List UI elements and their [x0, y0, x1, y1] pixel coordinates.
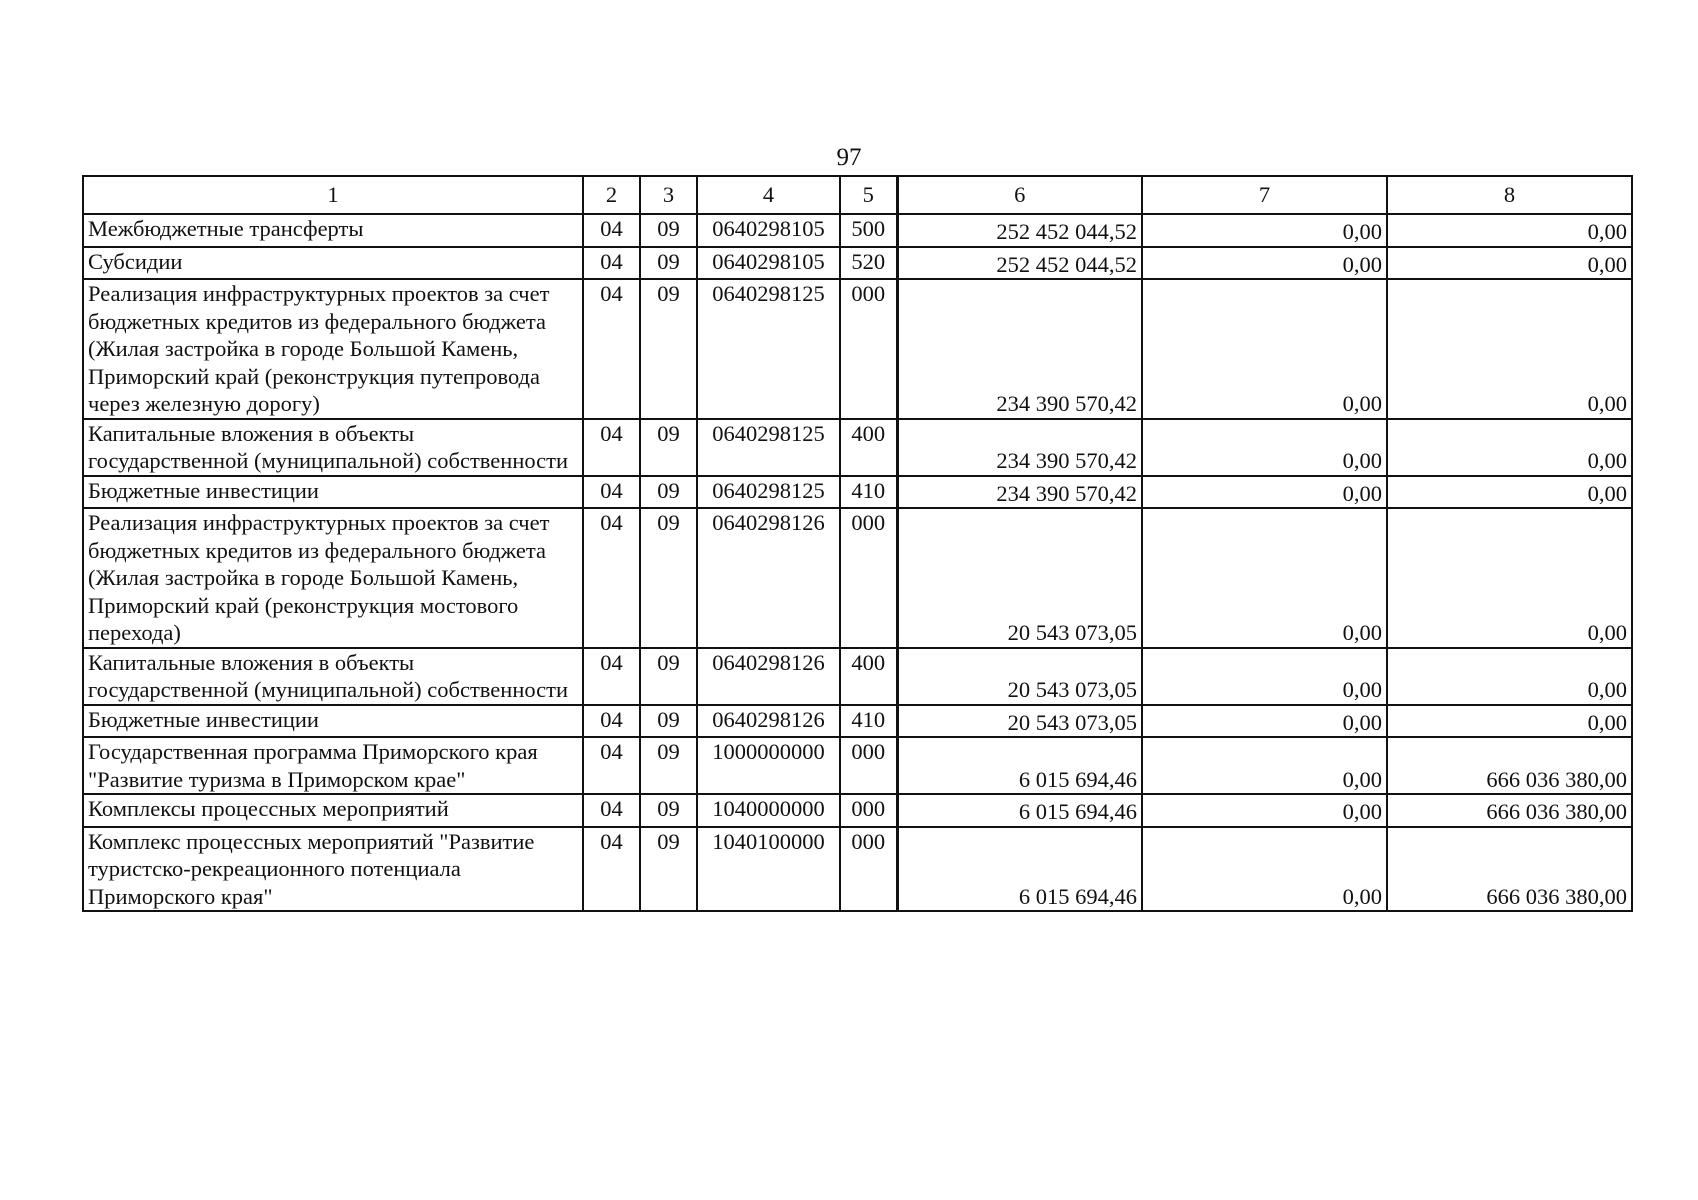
row-subsection-code: 09: [640, 648, 697, 705]
column-header: 7: [1142, 176, 1387, 214]
row-section-code: 04: [583, 648, 640, 705]
row-subsection-code: 09: [640, 827, 697, 912]
row-amount-col8: 666 036 380,00: [1387, 737, 1632, 794]
row-target-item-code: 0640298126: [697, 705, 840, 738]
row-expense-type-code: 500: [840, 214, 897, 247]
row-subsection-code: 09: [640, 737, 697, 794]
table-row: [83, 279, 1632, 419]
column-header: 5: [840, 176, 897, 214]
row-target-item-code: 0640298125: [697, 279, 840, 419]
row-target-item-code: 1040100000: [697, 827, 840, 912]
row-section-code: 04: [583, 827, 640, 912]
row-amount-col6: 6 015 694,46: [897, 737, 1142, 794]
row-expense-type-code: 410: [840, 476, 897, 509]
table-row: [83, 648, 1632, 705]
table-row: [83, 827, 1632, 912]
table-row: [83, 214, 1632, 247]
row-amount-col8: 666 036 380,00: [1387, 794, 1632, 827]
row-amount-col8: 0,00: [1387, 214, 1632, 247]
row-section-code: 04: [583, 279, 640, 419]
row-amount-col6: 234 390 570,42: [897, 279, 1142, 419]
table-row: [83, 476, 1632, 509]
row-name: Комплекс процессных мероприятий "Развитие туристско-рекреационного потенциала Приморского края": [83, 827, 583, 912]
column-header: 6: [897, 176, 1142, 214]
row-section-code: 04: [583, 705, 640, 738]
row-target-item-code: 0640298105: [697, 214, 840, 247]
row-section-code: 04: [583, 737, 640, 794]
row-amount-col7: 0,00: [1142, 508, 1387, 648]
row-expense-type-code: 410: [840, 705, 897, 738]
row-amount-col8: 0,00: [1387, 419, 1632, 476]
row-section-code: 04: [583, 794, 640, 827]
row-section-code: 04: [583, 247, 640, 280]
row-expense-type-code: 400: [840, 648, 897, 705]
row-amount-col7: 0,00: [1142, 279, 1387, 419]
row-subsection-code: 09: [640, 279, 697, 419]
row-amount-col8: 666 036 380,00: [1387, 827, 1632, 912]
row-subsection-code: 09: [640, 794, 697, 827]
row-name: Реализация инфраструктурных проектов за счет бюджетных кредитов из федерального бюджета (Жилая застройка в городе Большой Камень, Приморский край (реконструкция мостового перехода): [83, 508, 583, 648]
row-name: Капитальные вложения в объекты государственной (муниципальной) собственности: [83, 419, 583, 476]
table-row: [83, 508, 1632, 648]
row-subsection-code: 09: [640, 419, 697, 476]
table-row: [83, 705, 1632, 738]
row-amount-col6: 6 015 694,46: [897, 794, 1142, 827]
column-header: 8: [1387, 176, 1632, 214]
budget-table: [82, 175, 1633, 912]
row-amount-col6: 234 390 570,42: [897, 476, 1142, 509]
row-amount-col6: 6 015 694,46: [897, 827, 1142, 912]
row-name: Комплексы процессных мероприятий: [83, 794, 583, 827]
row-target-item-code: 0640298125: [697, 476, 840, 509]
row-amount-col6: 20 543 073,05: [897, 508, 1142, 648]
row-name: Межбюджетные трансферты: [83, 214, 583, 247]
row-amount-col7: 0,00: [1142, 705, 1387, 738]
row-amount-col8: 0,00: [1387, 247, 1632, 280]
row-amount-col6: 252 452 044,52: [897, 247, 1142, 280]
row-section-code: 04: [583, 508, 640, 648]
row-target-item-code: 0640298105: [697, 247, 840, 280]
row-amount-col7: 0,00: [1142, 419, 1387, 476]
row-subsection-code: 09: [640, 705, 697, 738]
row-amount-col6: 20 543 073,05: [897, 648, 1142, 705]
row-name: Капитальные вложения в объекты государственной (муниципальной) собственности: [83, 648, 583, 705]
row-amount-col6: 234 390 570,42: [897, 419, 1142, 476]
row-target-item-code: 0640298126: [697, 648, 840, 705]
row-expense-type-code: 400: [840, 419, 897, 476]
row-expense-type-code: 520: [840, 247, 897, 280]
row-amount-col6: 20 543 073,05: [897, 705, 1142, 738]
row-target-item-code: 1000000000: [697, 737, 840, 794]
column-header: 4: [697, 176, 840, 214]
header-row: [83, 176, 1632, 214]
row-amount-col8: 0,00: [1387, 476, 1632, 509]
row-amount-col6: 252 452 044,52: [897, 214, 1142, 247]
row-name: Бюджетные инвестиции: [83, 705, 583, 738]
row-amount-col8: 0,00: [1387, 279, 1632, 419]
row-amount-col7: 0,00: [1142, 794, 1387, 827]
row-expense-type-code: 000: [840, 827, 897, 912]
row-amount-col8: 0,00: [1387, 648, 1632, 705]
page-number: 97: [836, 144, 862, 171]
column-header: 1: [83, 176, 583, 214]
row-amount-col7: 0,00: [1142, 648, 1387, 705]
column-header: 2: [583, 176, 640, 214]
row-amount-col7: 0,00: [1142, 476, 1387, 509]
row-section-code: 04: [583, 476, 640, 509]
row-amount-col8: 0,00: [1387, 508, 1632, 648]
row-target-item-code: 0640298126: [697, 508, 840, 648]
row-name: Реализация инфраструктурных проектов за счет бюджетных кредитов из федерального бюджета (Жилая застройка в городе Большой Камень, Приморский край (реконструкция путепровода через железную дорогу): [83, 279, 583, 419]
row-target-item-code: 0640298125: [697, 419, 840, 476]
row-name: Бюджетные инвестиции: [83, 476, 583, 509]
row-expense-type-code: 000: [840, 794, 897, 827]
row-subsection-code: 09: [640, 247, 697, 280]
row-subsection-code: 09: [640, 476, 697, 509]
table-row: [83, 419, 1632, 476]
row-target-item-code: 1040000000: [697, 794, 840, 827]
row-amount-col8: 0,00: [1387, 705, 1632, 738]
row-subsection-code: 09: [640, 508, 697, 648]
column-header: 3: [640, 176, 697, 214]
row-section-code: 04: [583, 419, 640, 476]
row-amount-col7: 0,00: [1142, 247, 1387, 280]
row-section-code: 04: [583, 214, 640, 247]
table-row: [83, 247, 1632, 280]
row-amount-col7: 0,00: [1142, 737, 1387, 794]
row-name: Субсидии: [83, 247, 583, 280]
row-subsection-code: 09: [640, 214, 697, 247]
row-amount-col7: 0,00: [1142, 827, 1387, 912]
row-name: Государственная программа Приморского края "Развитие туризма в Приморском крае": [83, 737, 583, 794]
row-amount-col7: 0,00: [1142, 214, 1387, 247]
row-expense-type-code: 000: [840, 508, 897, 648]
table-row: [83, 737, 1632, 794]
table-row: [83, 794, 1632, 827]
row-expense-type-code: 000: [840, 737, 897, 794]
row-expense-type-code: 000: [840, 279, 897, 419]
